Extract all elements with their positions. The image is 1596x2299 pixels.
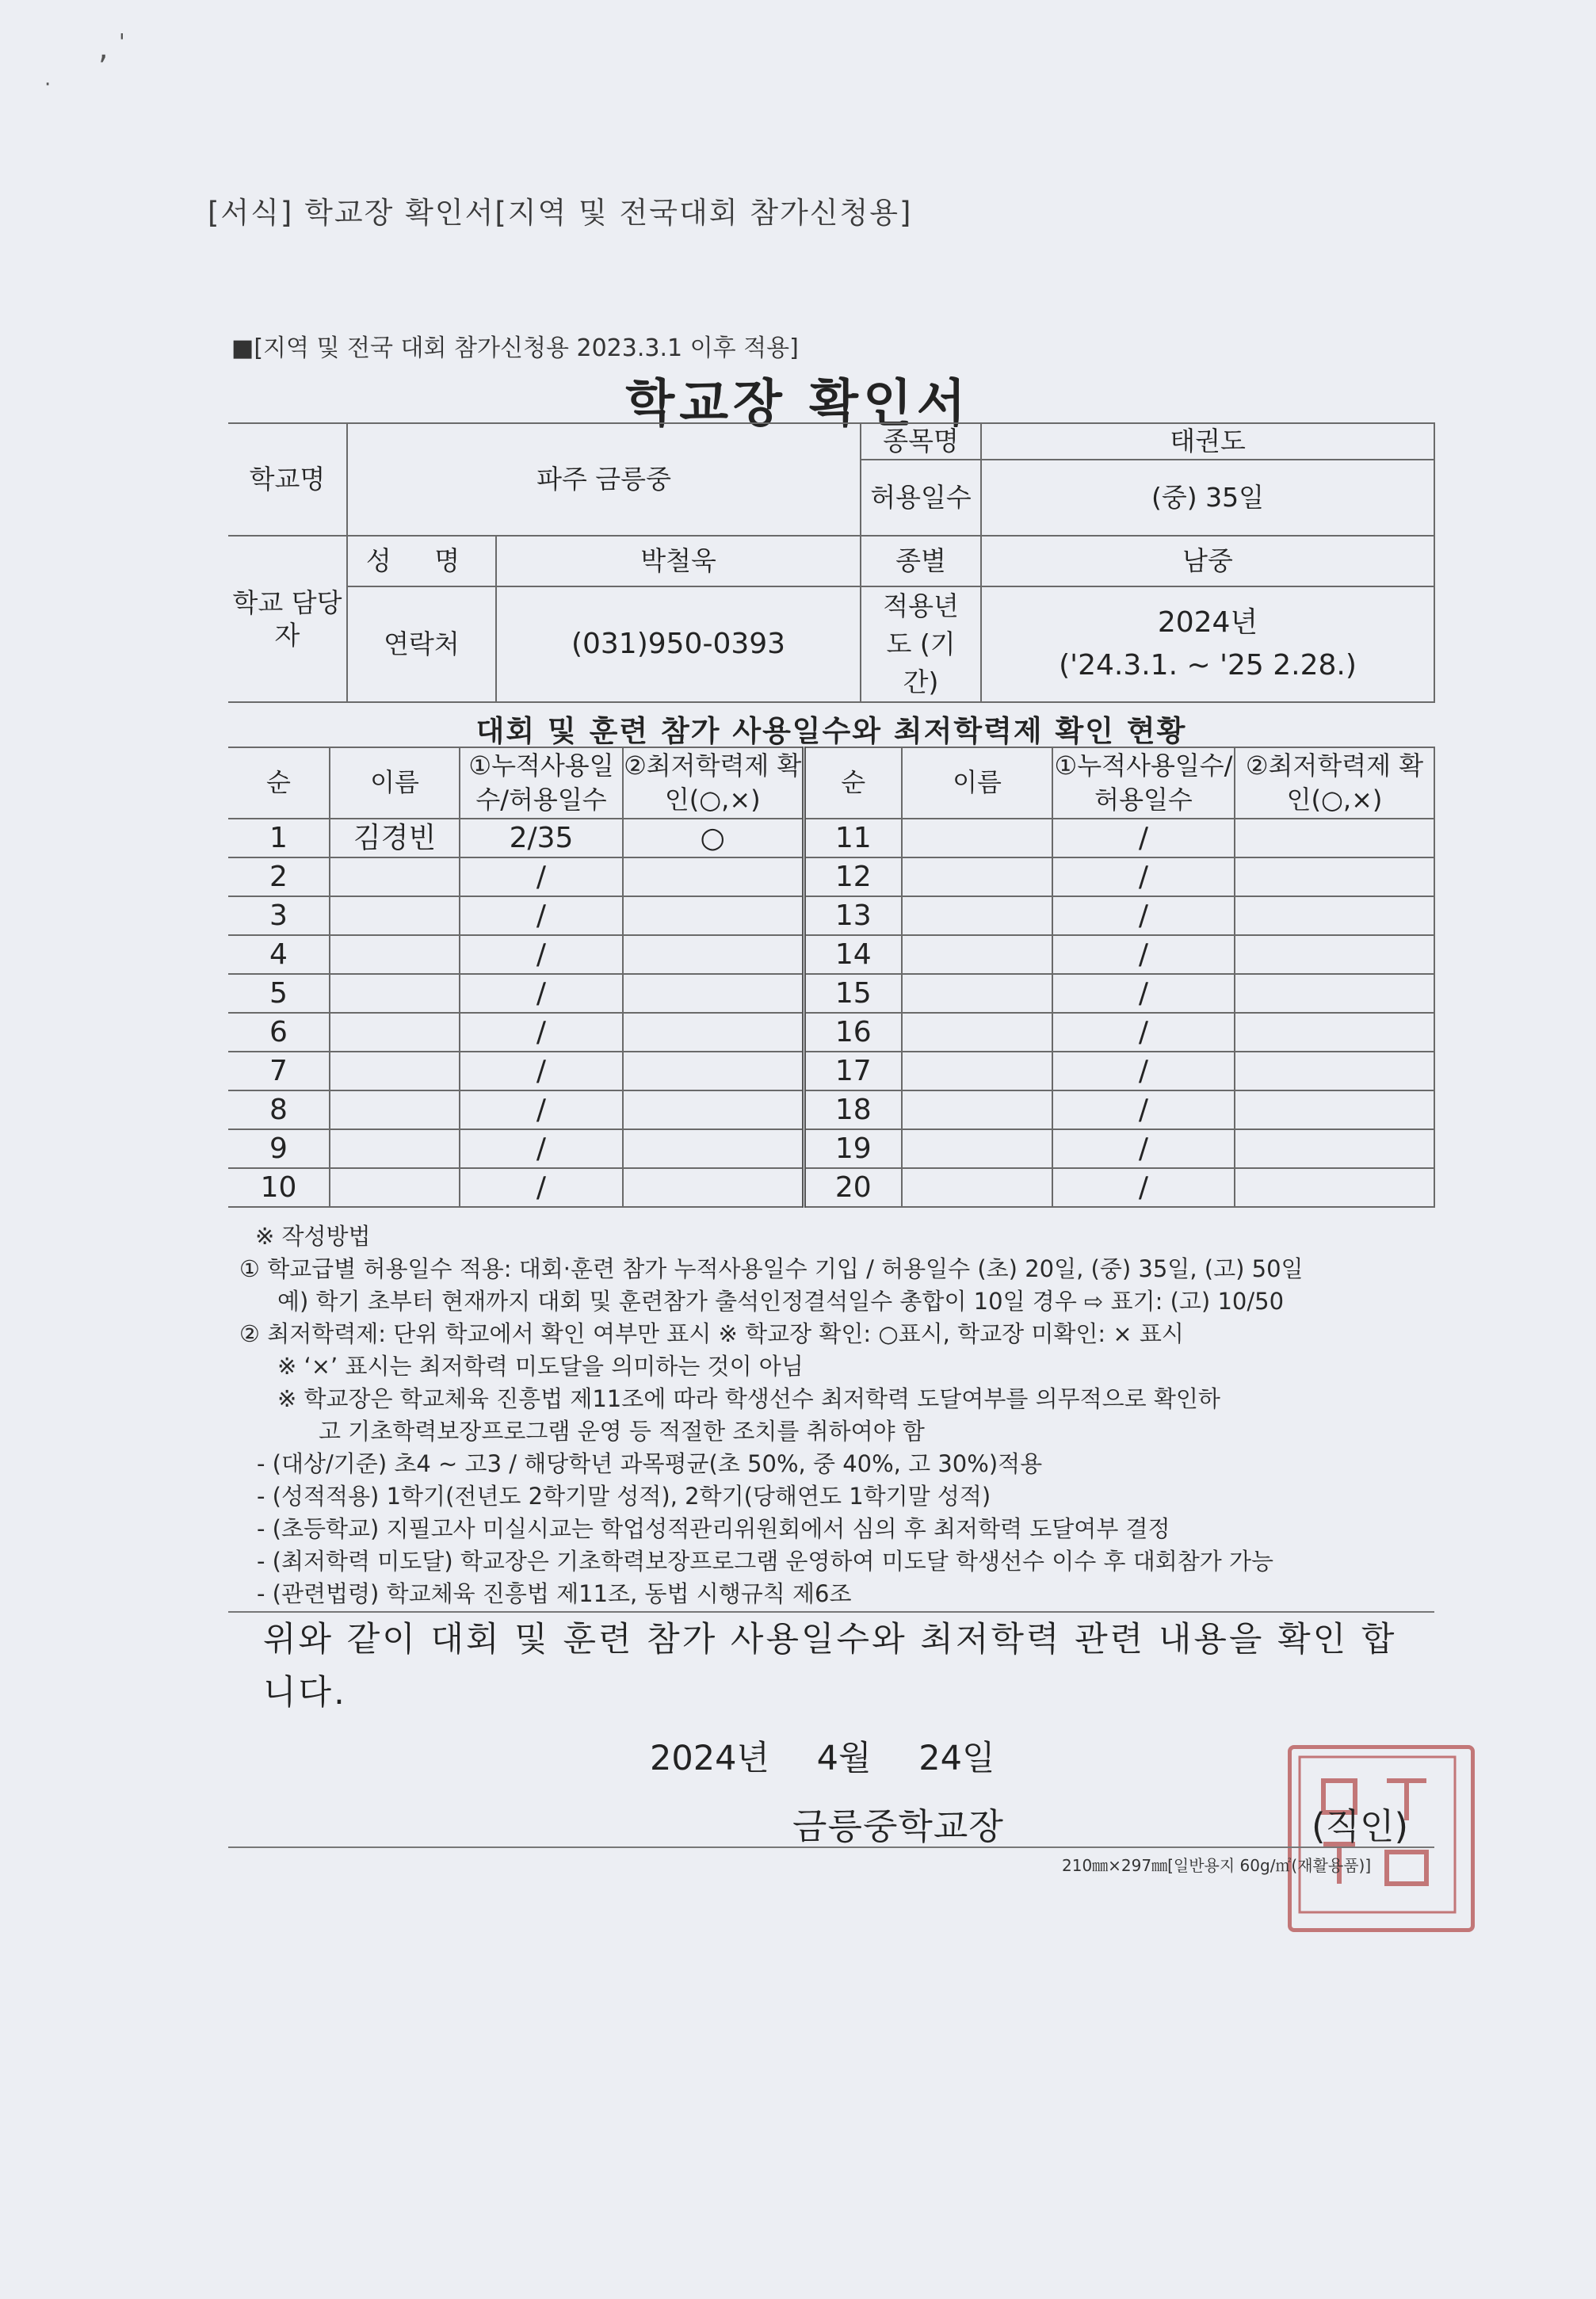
row-no: 17 [804,1052,902,1090]
row-no: 20 [804,1168,902,1207]
date-year: 2024년 [650,1739,769,1778]
col-header-days: ①누적사용일수/허용일수 [460,747,623,819]
row-name [902,1129,1052,1168]
divider [228,1611,1434,1613]
staff-label: 학교 담당자 [228,536,347,702]
note-detail: - (관련법령) 학교체육 진흥법 제11조, 동법 시행규칙 제6조 [257,1580,852,1607]
row-days: / [460,1168,623,1207]
note-detail: - (초등학교) 지필고사 미실시교는 학업성적관리위원회에서 심의 후 최저학력 도달여부 결정 [257,1515,1170,1542]
row-days: 2/35 [460,819,623,857]
row-days: / [460,1090,623,1129]
category-label: 종별 [861,536,981,586]
roster-table [228,747,1435,1208]
signing-date [650,1732,1032,1780]
row-check [1235,896,1434,935]
row-no: 14 [804,935,902,974]
table-row [228,1013,1434,1052]
row-check [623,896,804,935]
category-value: 남중 [981,536,1434,586]
notes-heading: ※ 작성방법 [255,1223,371,1250]
row-days: / [1052,857,1235,896]
row-name [902,935,1052,974]
header-info-table [228,422,1435,703]
sport-label: 종목명 [861,423,981,460]
row-no: 10 [228,1168,330,1207]
form-title: [서식] 학교장 확인서[지역 및 전국대회 참가신청용] [208,196,913,230]
col-header-no: 순 [804,747,902,819]
row-name [902,974,1052,1013]
allowed-days-value: (중) 35일 [981,460,1434,536]
table-row [228,819,1434,857]
row-check [1235,857,1434,896]
row-no: 7 [228,1052,330,1090]
date-day: 24일 [918,1739,995,1778]
school-name-label: 학교명 [228,423,347,536]
table-row [228,857,1434,896]
row-check [1235,1168,1434,1207]
row-no: 12 [804,857,902,896]
note-item: ※ ‘×’ 표시는 최저학력 미도달을 의미하는 것이 아님 [277,1353,804,1380]
col-header-days: ①누적사용일수/허용일수 [1052,747,1235,819]
row-no: 16 [804,1013,902,1052]
row-name [330,857,460,896]
table-row [228,1129,1434,1168]
note-item: 고 기초학력보장프로그램 운영 등 적절한 조치를 취하여야 함 [319,1418,925,1445]
row-name [902,896,1052,935]
row-name [330,974,460,1013]
row-days: / [460,1129,623,1168]
date-month: 4월 [816,1739,872,1778]
table-row [228,1052,1434,1090]
row-check [1235,935,1434,974]
row-check [1235,819,1434,857]
row-name [902,857,1052,896]
row-check [623,1168,804,1207]
note-item: ① 학교급별 허용일수 적용: 대회·훈련 참가 누적사용일수 기입 / 허용일수 (초) 20일, (중) 35일, (고) 50일 [239,1255,1304,1282]
col-header-no: 순 [228,747,330,819]
row-name [902,1168,1052,1207]
form-subtitle: ■[지역 및 전국 대회 참가신청용 2023.3.1 이후 적용] [231,334,799,362]
row-days: / [460,935,623,974]
table-row [228,1090,1434,1129]
row-check [623,1052,804,1090]
row-name [902,819,1052,857]
row-days: / [1052,1013,1235,1052]
row-no: 5 [228,974,330,1013]
paper-spec: 210㎜×297㎜[일반용지 60g/㎡(재활용품)] [1062,1856,1372,1875]
scan-mark: · [44,73,52,97]
row-days: / [1052,935,1235,974]
document-title: 학교장 확인서 [625,375,971,433]
row-no: 9 [228,1129,330,1168]
row-days: / [1052,974,1235,1013]
row-check [1235,974,1434,1013]
contact-label: 연락처 [347,586,496,702]
row-name: 김경빈 [330,819,460,857]
row-days: / [1052,1129,1235,1168]
table-row [228,935,1434,974]
scan-mark: , [98,30,109,67]
scan-mark: ' [119,29,125,55]
row-no: 3 [228,896,330,935]
row-days: / [460,896,623,935]
note-detail: - (최저학력 미도달) 학교장은 기초학력보장프로그램 운영하여 미도달 학생선수 이수 후 대회참가 가능 [257,1548,1274,1575]
row-check [623,1090,804,1129]
sport-value: 태권도 [981,423,1434,460]
row-name [330,1168,460,1207]
col-header-name: 이름 [330,747,460,819]
school-name-value: 파주 금릉중 [347,423,861,536]
row-name [330,1052,460,1090]
row-check [1235,1129,1434,1168]
row-name [330,935,460,974]
row-name [902,1090,1052,1129]
row-check: ○ [623,819,804,857]
row-days: / [1052,896,1235,935]
row-no: 1 [228,819,330,857]
row-no: 18 [804,1090,902,1129]
note-item: ※ 학교장은 학교체육 진흥법 제11조에 따라 학생선수 최저학력 도달여부를 의무적으로 확인하 [277,1385,1220,1412]
row-check [1235,1052,1434,1090]
row-days: / [1052,1090,1235,1129]
row-days: / [1052,1168,1235,1207]
row-no: 13 [804,896,902,935]
row-no: 19 [804,1129,902,1168]
row-no: 15 [804,974,902,1013]
row-no: 4 [228,935,330,974]
table-row [228,974,1434,1013]
contact-value: (031)950-0393 [496,586,861,702]
row-days: / [460,1013,623,1052]
staff-name-label: 성 명 [347,536,496,586]
year-label: 적용년도 (기간) [861,586,981,702]
row-name [330,1129,460,1168]
row-days: / [1052,819,1235,857]
col-header-name: 이름 [902,747,1052,819]
row-days: / [460,857,623,896]
divider [228,1846,1434,1848]
row-days: / [460,974,623,1013]
row-days: / [460,1052,623,1090]
row-no: 8 [228,1090,330,1129]
row-days: / [1052,1052,1235,1090]
row-check [1235,1090,1434,1129]
note-detail: - (성적적용) 1학기(전년도 2학기말 성적), 2학기(당해연도 1학기말 성적) [257,1483,991,1510]
note-detail: - (대상/기준) 초4 ~ 고3 / 해당학년 과목평균(초 50%, 중 40%, 고 30%)적용 [257,1450,1043,1477]
row-name [330,896,460,935]
note-example: 예) 학기 초부터 현재까지 대회 및 훈련참가 출석인정결석일수 총합이 10일 경우 ⇨ 표기: (고) 10/50 [277,1288,1285,1315]
row-check [623,1013,804,1052]
row-check [623,857,804,896]
row-name [330,1090,460,1129]
row-check [623,974,804,1013]
year-value: 2024년 [1157,605,1258,639]
staff-name-value: 박철욱 [496,536,861,586]
row-name [902,1013,1052,1052]
year-cell [981,586,1434,702]
section-heading: 대회 및 훈련 참가 사용일수와 최저학력제 확인 현황 [475,714,1187,748]
confirmation-statement: 위와 같이 대회 및 훈련 참가 사용일수와 최저학력 관련 내용을 확인 합니다. [263,1620,1397,1713]
row-no: 2 [228,857,330,896]
row-no: 6 [228,1013,330,1052]
row-no: 11 [804,819,902,857]
row-check [623,1129,804,1168]
note-item: ② 최저학력제: 단위 학교에서 확인 여부만 표시 ※ 학교장 확인: ○표시, 학교장 미확인: × 표시 [239,1320,1184,1347]
row-check [623,935,804,974]
row-check [1235,1013,1434,1052]
table-row [228,896,1434,935]
principal-title: 금릉중학교장 [792,1805,1004,1847]
allowed-days-label: 허용일수 [861,460,981,536]
col-header-academic: ②최저학력제 확인(○,×) [1235,747,1434,819]
row-name [330,1013,460,1052]
table-row [228,1168,1434,1207]
seal-label: (직인) [1312,1805,1409,1847]
instructions-block [239,1220,1444,1610]
col-header-academic: ②최저학력제 확인(○,×) [623,747,804,819]
row-name [902,1052,1052,1090]
period-value: ('24.3.1. ~ '25 2.28.) [1059,648,1357,682]
